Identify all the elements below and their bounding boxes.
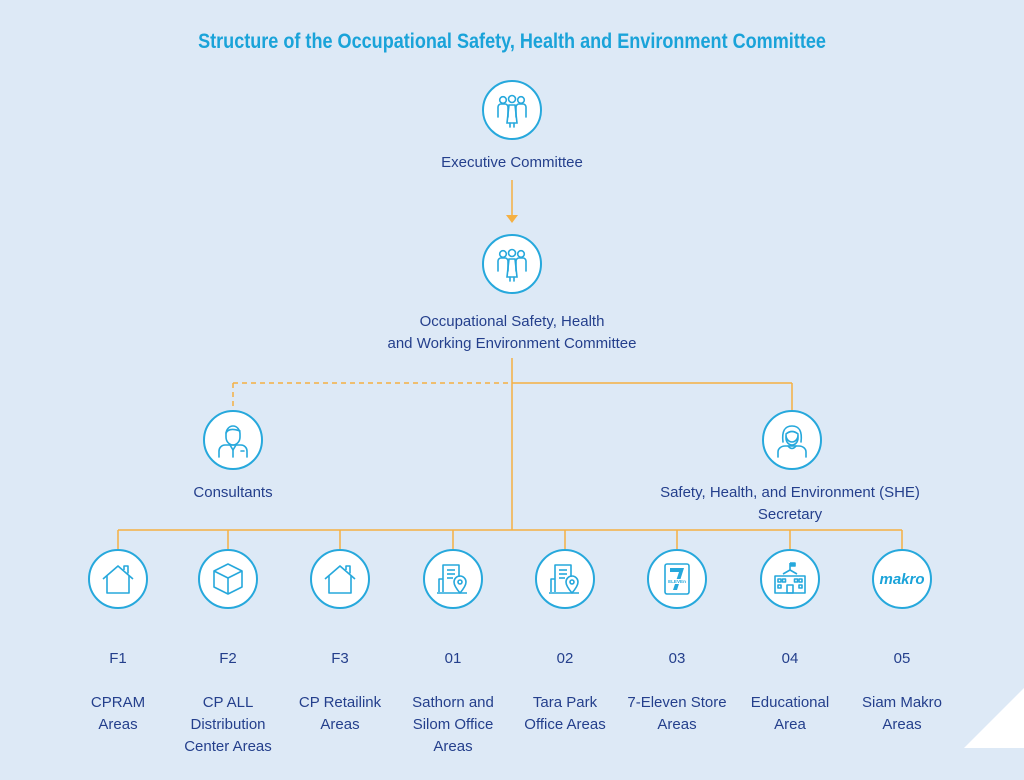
area-label-f3 [280, 626, 400, 758]
area-code: 01 [444, 650, 462, 667]
consultants-label: Consultants [193, 484, 273, 501]
seven-eleven-icon [657, 559, 697, 599]
page-title: Structure of the Occupational Safety, Health and Environment Committee [198, 30, 826, 53]
area-label-01 [393, 626, 513, 780]
arrow-head-icon [506, 215, 518, 223]
area-name: CP ALL Distribution Center Areas [184, 694, 272, 755]
osh-committee-label: Occupational Safety, Health and Working Environment Committee [387, 313, 637, 352]
house-icon [320, 559, 360, 599]
businessman-icon [213, 420, 253, 460]
area-code: 05 [893, 650, 911, 667]
consultants-node [203, 410, 263, 470]
executive-committee-label: Executive Committee [441, 154, 583, 171]
area-code: F1 [109, 650, 127, 667]
office-location-icon [433, 559, 473, 599]
area-node-03 [647, 549, 707, 609]
makro-icon: makro [879, 570, 925, 588]
secretary-label: Safety, Health, and Environment (SHE) Secretary [660, 484, 920, 523]
area-node-01 [423, 549, 483, 609]
osh-committee-node [482, 234, 542, 294]
area-name: Sathorn and Silom Office Areas [412, 694, 494, 755]
house-icon [98, 559, 138, 599]
area-name: Siam Makro Areas [861, 694, 943, 733]
box-icon [208, 559, 248, 599]
area-name: Tara Park Office Areas [524, 694, 606, 733]
area-label-f2 [168, 626, 288, 780]
area-label-04 [730, 626, 850, 758]
woman-icon [772, 420, 812, 460]
area-name: CPRAM Areas [90, 694, 146, 733]
area-code: 03 [668, 650, 686, 667]
area-label-f1 [58, 626, 178, 758]
area-name: Educational Area [750, 694, 830, 733]
secretary-node [762, 410, 822, 470]
area-node-04 [760, 549, 820, 609]
area-code: 04 [781, 650, 799, 667]
area-node-f2 [198, 549, 258, 609]
area-node-f1 [88, 549, 148, 609]
area-label-05 [842, 626, 962, 758]
school-icon [770, 559, 810, 599]
area-node-02 [535, 549, 595, 609]
area-code: 02 [556, 650, 574, 667]
area-name: CP Retailink Areas [298, 694, 382, 733]
area-code: F3 [331, 650, 349, 667]
area-label-02 [505, 626, 625, 758]
executive-committee-node [482, 80, 542, 140]
office-location-icon [545, 559, 585, 599]
area-code: F2 [219, 650, 237, 667]
people-group-icon [492, 90, 532, 130]
area-node-05 [872, 549, 932, 609]
area-node-f3 [310, 549, 370, 609]
people-group-icon [492, 244, 532, 284]
area-name: 7-Eleven Store Areas [627, 694, 727, 733]
area-label-03 [617, 626, 737, 758]
seven-eleven-logo-text: ELEVEn [668, 579, 686, 585]
